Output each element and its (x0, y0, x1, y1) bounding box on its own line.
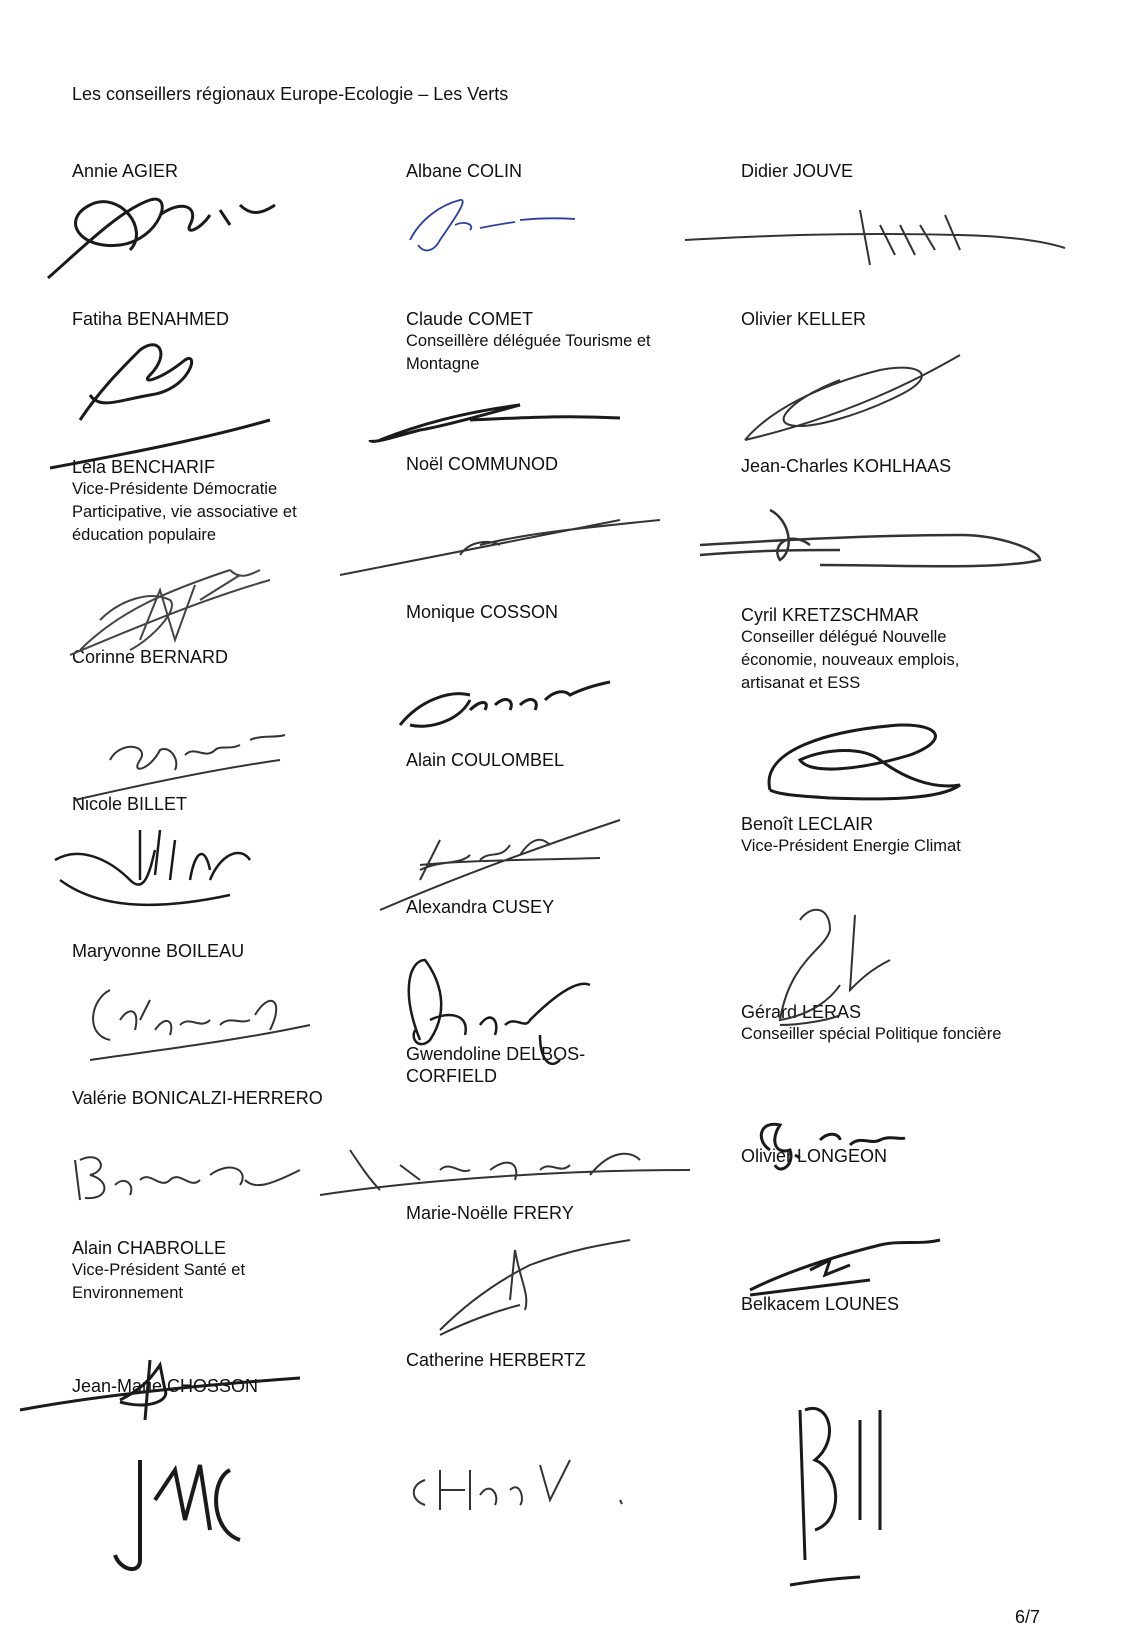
signature-jean-charles-kohlhaas (700, 510, 1040, 566)
signature-didier-jouve (685, 210, 1065, 265)
signature-marie-noelle-frery (440, 1240, 630, 1335)
signatory-name: Cyril KRETZSCHMAR (741, 605, 919, 625)
page-number: 6/7 (1015, 1607, 1041, 1627)
signatory-name: Didier JOUVE (741, 161, 854, 181)
signatory-name: Corinne BERNARD (72, 647, 229, 667)
signatory-role: Conseiller spécial Politique foncière (741, 1025, 1002, 1043)
signature-corinne-bernard (75, 735, 285, 800)
signature-maryvonne-boileau (90, 990, 310, 1060)
signature-cyril-kretzschmar (769, 725, 960, 799)
signatory-name: Benoît LECLAIR (741, 814, 874, 834)
signature-annie-agier (48, 199, 275, 278)
signatory-name: Valérie BONICALZI-HERRERO (72, 1088, 323, 1108)
signature-catherine-herbertz (414, 1460, 622, 1510)
signatory-role: Conseiller délégué Nouvelle économie, nouveaux emplois, artisanat et ESS (741, 628, 960, 692)
signature-olivier-longeon (750, 1240, 940, 1295)
signatory-name: Olivier LONGEON (741, 1146, 888, 1166)
signatory-name: Alexandra CUSEY (406, 897, 555, 917)
signatory-name: Monique COSSON (406, 602, 559, 622)
signature-gerard-leras (761, 1124, 905, 1169)
signatory-name: Lela BENCHARIF (72, 457, 216, 477)
signatory-name: Annie AGIER (72, 161, 179, 181)
signature-alain-chabrolle (20, 1360, 300, 1420)
signatory-role: Vice-Président Energie Climat (741, 837, 961, 855)
signatory-name: Albane COLIN (406, 161, 523, 181)
signature-claude-comet (370, 405, 620, 441)
signatory-name: Olivier KELLER (741, 309, 867, 329)
signature-alexandra-cusey (409, 960, 590, 1064)
signatory-name: Marie-Noëlle FRERY (406, 1203, 574, 1223)
signature-monique-cosson (400, 682, 610, 726)
signature-fatiha-benahmed (50, 345, 270, 468)
signatory-name: Catherine HERBERTZ (406, 1350, 586, 1370)
signature-olivier-keller (745, 355, 960, 440)
signatory-name: Maryvonne BOILEAU (72, 941, 245, 961)
signature-belkacem-lounes (790, 1408, 880, 1585)
signature-jean-marie-chosson (115, 1460, 240, 1569)
signatory-name: Fatiha BENAHMED (72, 309, 230, 329)
signature-alain-coulombel (380, 820, 620, 910)
signatory-role: Vice-Présidente Démocratie Participative, vie associative et éducation populaire (72, 480, 297, 544)
signatory-role: Vice-Président Santé et Environnement (72, 1261, 246, 1302)
document-heading: Les conseillers régionaux Europe-Ecologie – Les Verts (72, 84, 509, 104)
signatory-name: Claude COMET (406, 309, 534, 329)
signature-noel-communod (340, 520, 660, 575)
signatory-name: Alain CHABROLLE (72, 1238, 227, 1258)
signature-gwendoline-delbos-corfield (320, 1150, 690, 1195)
signatory-name: Jean-Marie CHOSSON (72, 1376, 259, 1396)
signatory-role: Conseillère déléguée Tourisme et Montagne (406, 332, 651, 373)
signature-benoit-leclair (780, 910, 890, 1025)
signature-nicole-billet (55, 830, 250, 905)
signature-lela-bencharif (70, 570, 270, 655)
signatory-name: Alain COULOMBEL (406, 750, 565, 770)
signatory-name: Gwendoline DELBOS-CORFIELD (406, 1044, 586, 1086)
signatory-name: Nicole BILLET (72, 794, 188, 814)
signatory-name: Belkacem LOUNES (741, 1294, 900, 1314)
signatory-name: Jean-Charles KOHLHAAS (741, 456, 952, 476)
signatory-name: Noël COMMUNOD (406, 454, 559, 474)
signature-albane-colin (410, 200, 575, 251)
signature-valerie-bonicalzi (75, 1157, 300, 1200)
signatory-name: Gérard LERAS (741, 1002, 862, 1022)
